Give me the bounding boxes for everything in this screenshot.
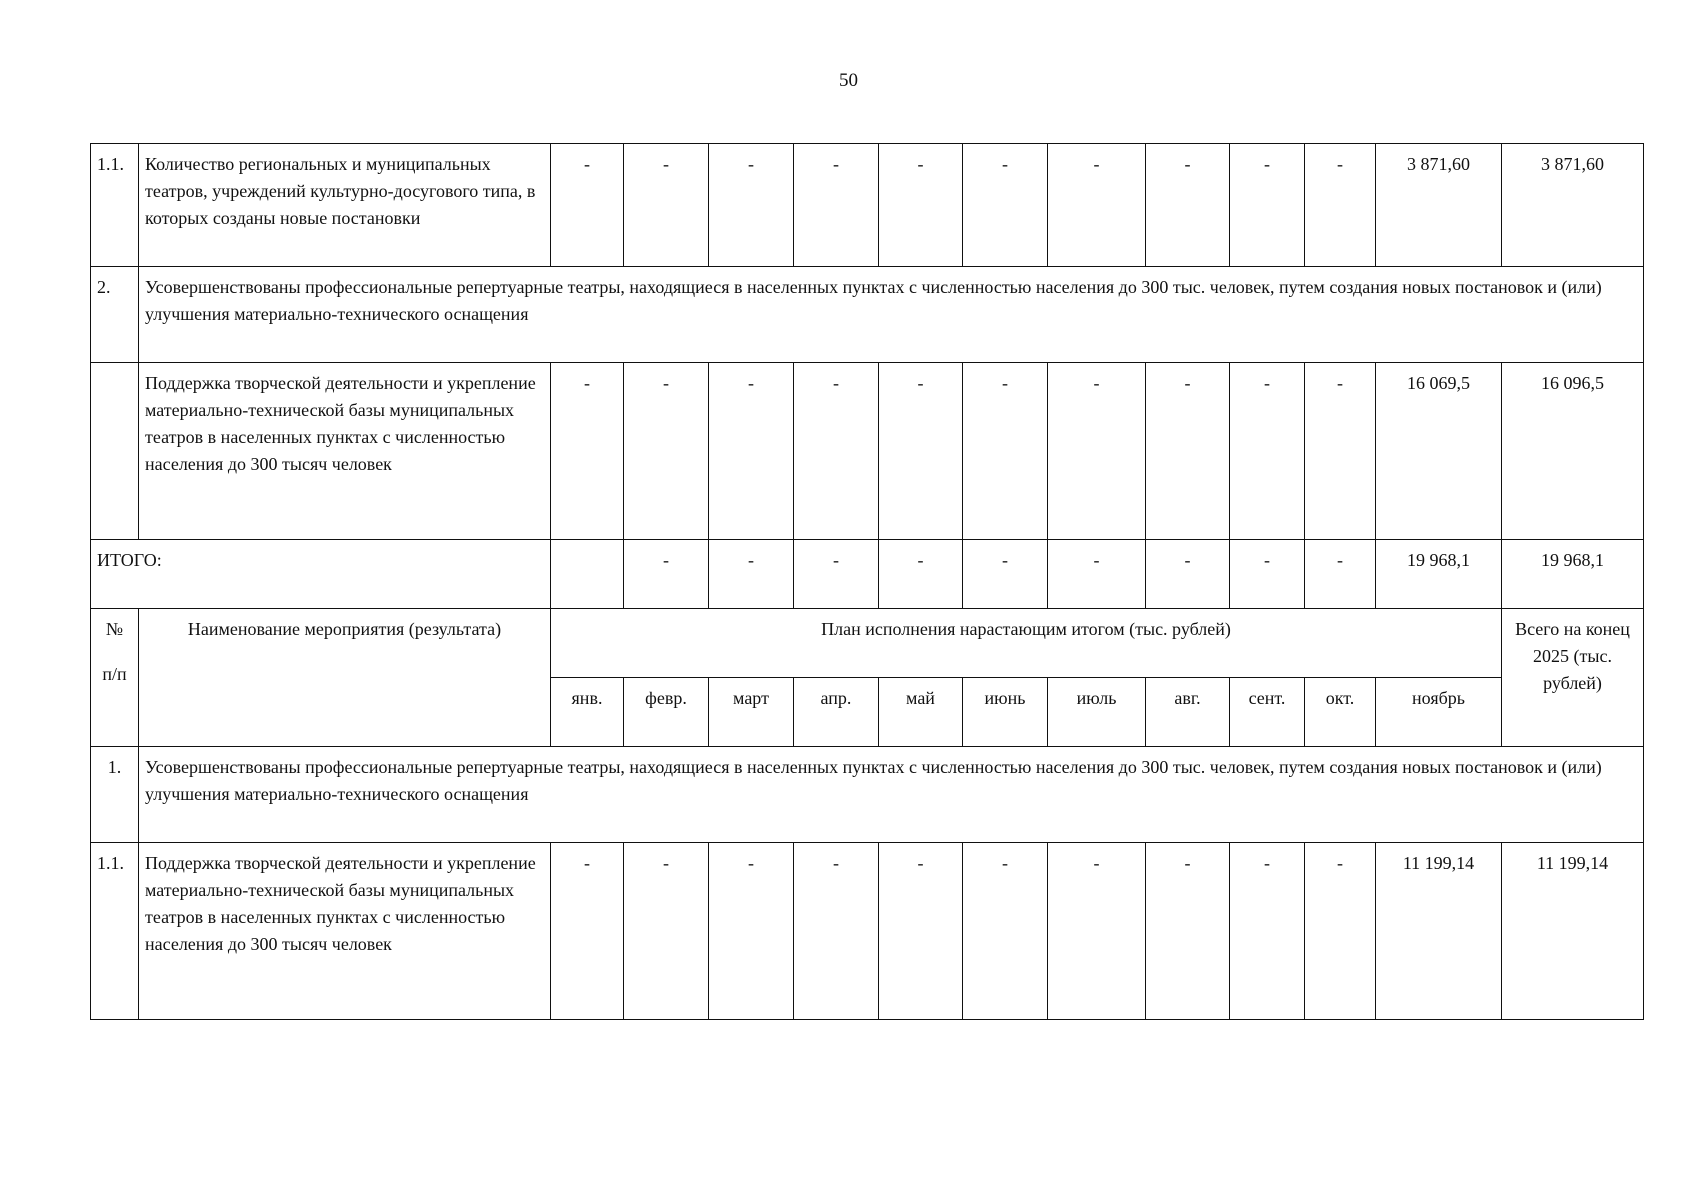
plan-table <box>90 143 1644 1020</box>
month-value-jun: - <box>963 540 1048 609</box>
month-value-sep: - <box>1230 144 1305 267</box>
header-plan: План исполнения нарастающим итогом (тыс. рублей) <box>551 609 1502 678</box>
section-heading: Усовершенствованы профессиональные репертуарные театры, находящиеся в населенных пунктах с численностью населения до 300 тыс. человек, путем создания новых постановок и (или) улучшения материально-технического оснащения <box>139 747 1644 843</box>
row-number: 1. <box>91 747 139 843</box>
total-value: 11 199,14 <box>1502 843 1644 1020</box>
month-value-nov: 3 871,60 <box>1376 144 1502 267</box>
month-value-mar: - <box>709 843 794 1020</box>
month-value-oct: - <box>1305 843 1376 1020</box>
month-value-apr: - <box>794 540 879 609</box>
month-header-oct: окт. <box>1305 678 1376 747</box>
month-header-jun: июнь <box>963 678 1048 747</box>
month-value-aug: - <box>1146 540 1230 609</box>
month-value-jun: - <box>963 363 1048 540</box>
month-value-apr: - <box>794 363 879 540</box>
header-number-label: № <box>105 619 124 639</box>
month-header-may: май <box>879 678 963 747</box>
month-value-oct: - <box>1305 144 1376 267</box>
month-value-jul: - <box>1048 144 1146 267</box>
month-value-apr: - <box>794 843 879 1020</box>
month-value-jul: - <box>1048 363 1146 540</box>
month-value-jan <box>551 540 624 609</box>
month-value-may: - <box>879 540 963 609</box>
month-value-oct: - <box>1305 540 1376 609</box>
section-heading: Усовершенствованы профессиональные репертуарные театры, находящиеся в населенных пунктах с численностью населения до 300 тыс. человек, путем создания новых постановок и (или) улучшения материально-технического оснащения <box>139 267 1644 363</box>
row-number: 1.1. <box>91 843 139 1020</box>
header-row <box>91 609 1644 678</box>
month-value-aug: - <box>1146 843 1230 1020</box>
total-row <box>91 540 1644 609</box>
month-value-feb: - <box>624 363 709 540</box>
table-row <box>91 144 1644 267</box>
month-value-mar: - <box>709 144 794 267</box>
total-value: 16 096,5 <box>1502 363 1644 540</box>
month-header-sep: сент. <box>1230 678 1305 747</box>
month-value-oct: - <box>1305 363 1376 540</box>
month-header-apr: апр. <box>794 678 879 747</box>
month-value-mar: - <box>709 363 794 540</box>
month-value-mar: - <box>709 540 794 609</box>
month-value-jun: - <box>963 843 1048 1020</box>
month-header-mar: март <box>709 678 794 747</box>
month-header-feb: февр. <box>624 678 709 747</box>
month-value-aug: - <box>1146 144 1230 267</box>
row-number: 1.1. <box>91 144 139 267</box>
month-value-sep: - <box>1230 540 1305 609</box>
month-value-may: - <box>879 144 963 267</box>
month-header-aug: авг. <box>1146 678 1230 747</box>
activity-name: Количество региональных и муниципальных театров, учреждений культурно-досугового типа, в которых созданы новые постановки <box>139 144 551 267</box>
month-value-jun: - <box>963 144 1048 267</box>
header-number-sub: п/п <box>102 664 127 684</box>
table-row <box>91 363 1644 540</box>
month-header-jul: июль <box>1048 678 1146 747</box>
month-header-nov: ноябрь <box>1376 678 1502 747</box>
month-header-jan: янв. <box>551 678 624 747</box>
month-value-feb: - <box>624 540 709 609</box>
month-value-nov: 19 968,1 <box>1376 540 1502 609</box>
month-value-may: - <box>879 843 963 1020</box>
month-value-jan: - <box>551 144 624 267</box>
month-value-jul: - <box>1048 843 1146 1020</box>
month-value-sep: - <box>1230 363 1305 540</box>
month-value-jul: - <box>1048 540 1146 609</box>
month-value-aug: - <box>1146 363 1230 540</box>
month-value-sep: - <box>1230 843 1305 1020</box>
table-row <box>91 267 1644 363</box>
month-value-feb: - <box>624 843 709 1020</box>
month-value-apr: - <box>794 144 879 267</box>
total-value: 3 871,60 <box>1502 144 1644 267</box>
header-total: Всего на конец 2025 (тыс. рублей) <box>1502 609 1644 747</box>
header-number-cell <box>91 609 139 747</box>
total-value: 19 968,1 <box>1502 540 1644 609</box>
month-value-may: - <box>879 363 963 540</box>
month-value-nov: 11 199,14 <box>1376 843 1502 1020</box>
total-label: ИТОГО: <box>91 540 551 609</box>
table-row <box>91 747 1644 843</box>
row-number <box>91 363 139 540</box>
activity-name: Поддержка творческой деятельности и укрепление материально-технической базы муниципальных театров в населенных пунктах с численностью населения до 300 тысяч человек <box>139 843 551 1020</box>
month-value-nov: 16 069,5 <box>1376 363 1502 540</box>
month-value-jan: - <box>551 363 624 540</box>
activity-name: Поддержка творческой деятельности и укрепление материально-технической базы муниципальных театров в населенных пунктах с численностью населения до 300 тысяч человек <box>139 363 551 540</box>
row-number: 2. <box>91 267 139 363</box>
header-name: Наименование мероприятия (результата) <box>139 609 551 747</box>
page-number: 50 <box>839 70 858 91</box>
month-value-feb: - <box>624 144 709 267</box>
table-row <box>91 843 1644 1020</box>
month-value-jan: - <box>551 843 624 1020</box>
